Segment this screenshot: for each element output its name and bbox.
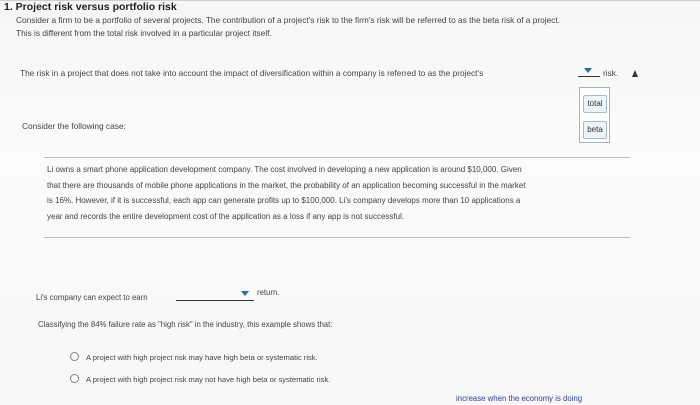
radio-option-1[interactable] bbox=[70, 352, 318, 362]
intro-line-1: Consider a firm to be a portfolio of several projects. The contribution of a project's risk to the firm's risk will be referred to as the beta risk of a project. bbox=[16, 15, 560, 25]
radio-option-label: A project with high project risk may have high beta or systematic risk. bbox=[86, 353, 318, 362]
radio-button[interactable] bbox=[70, 374, 79, 383]
case-line-1: Li owns a smart phone application development company. The cost involved in developing a new application is around $10,000. Given bbox=[47, 165, 522, 174]
expected-return-suffix: return. bbox=[257, 288, 280, 297]
cut-off-text: increase when the economy is doing bbox=[456, 394, 583, 403]
case-line-4: year and records the entire development cost of the application as a loss if any app is not successful. bbox=[47, 211, 405, 221]
consider-label: Consider the following case: bbox=[22, 121, 126, 131]
risk-question-suffix: risk. bbox=[603, 68, 619, 78]
expected-return-label: Li's company can expect to earn bbox=[36, 293, 148, 302]
radio-option-2[interactable] bbox=[70, 374, 330, 384]
case-line-3: is 16%. However, if it is successful, each app can generate profits up to $100,000. Li's company develops more than 10 applications a bbox=[47, 196, 521, 205]
classification-question: Classifying the 84% failure rate as "high risk" in the industry, this example shows that: bbox=[38, 320, 333, 329]
case-paragraph bbox=[47, 162, 637, 224]
radio-option-label: A project with high project risk may not have high beta or systematic risk. bbox=[86, 375, 331, 384]
risk-question-text: The risk in a project that does not take into account the impact of diversification within a company is referred to as the project's bbox=[20, 68, 484, 78]
dropdown-arrow-icon[interactable] bbox=[241, 291, 249, 296]
case-line-2: that there are thousands of mobile phone applications in the market, the probability of an application becoming successful in the market bbox=[47, 180, 526, 190]
intro-line-2: This is different from the total risk involved in a particular project itself. bbox=[16, 28, 272, 38]
risk-type-dropdown-menu bbox=[579, 87, 610, 143]
case-divider-bottom bbox=[44, 237, 630, 238]
dropdown-option-beta[interactable]: beta bbox=[583, 121, 607, 139]
radio-button[interactable] bbox=[70, 352, 79, 361]
dropdown-arrow-icon[interactable] bbox=[584, 68, 592, 73]
intro-paragraph bbox=[16, 14, 686, 40]
dropdown-option-total[interactable]: total bbox=[583, 95, 607, 113]
mouse-cursor-icon bbox=[632, 70, 638, 77]
question-title: 1. Project risk versus portfolio risk bbox=[4, 1, 177, 13]
case-divider-top bbox=[44, 157, 630, 158]
